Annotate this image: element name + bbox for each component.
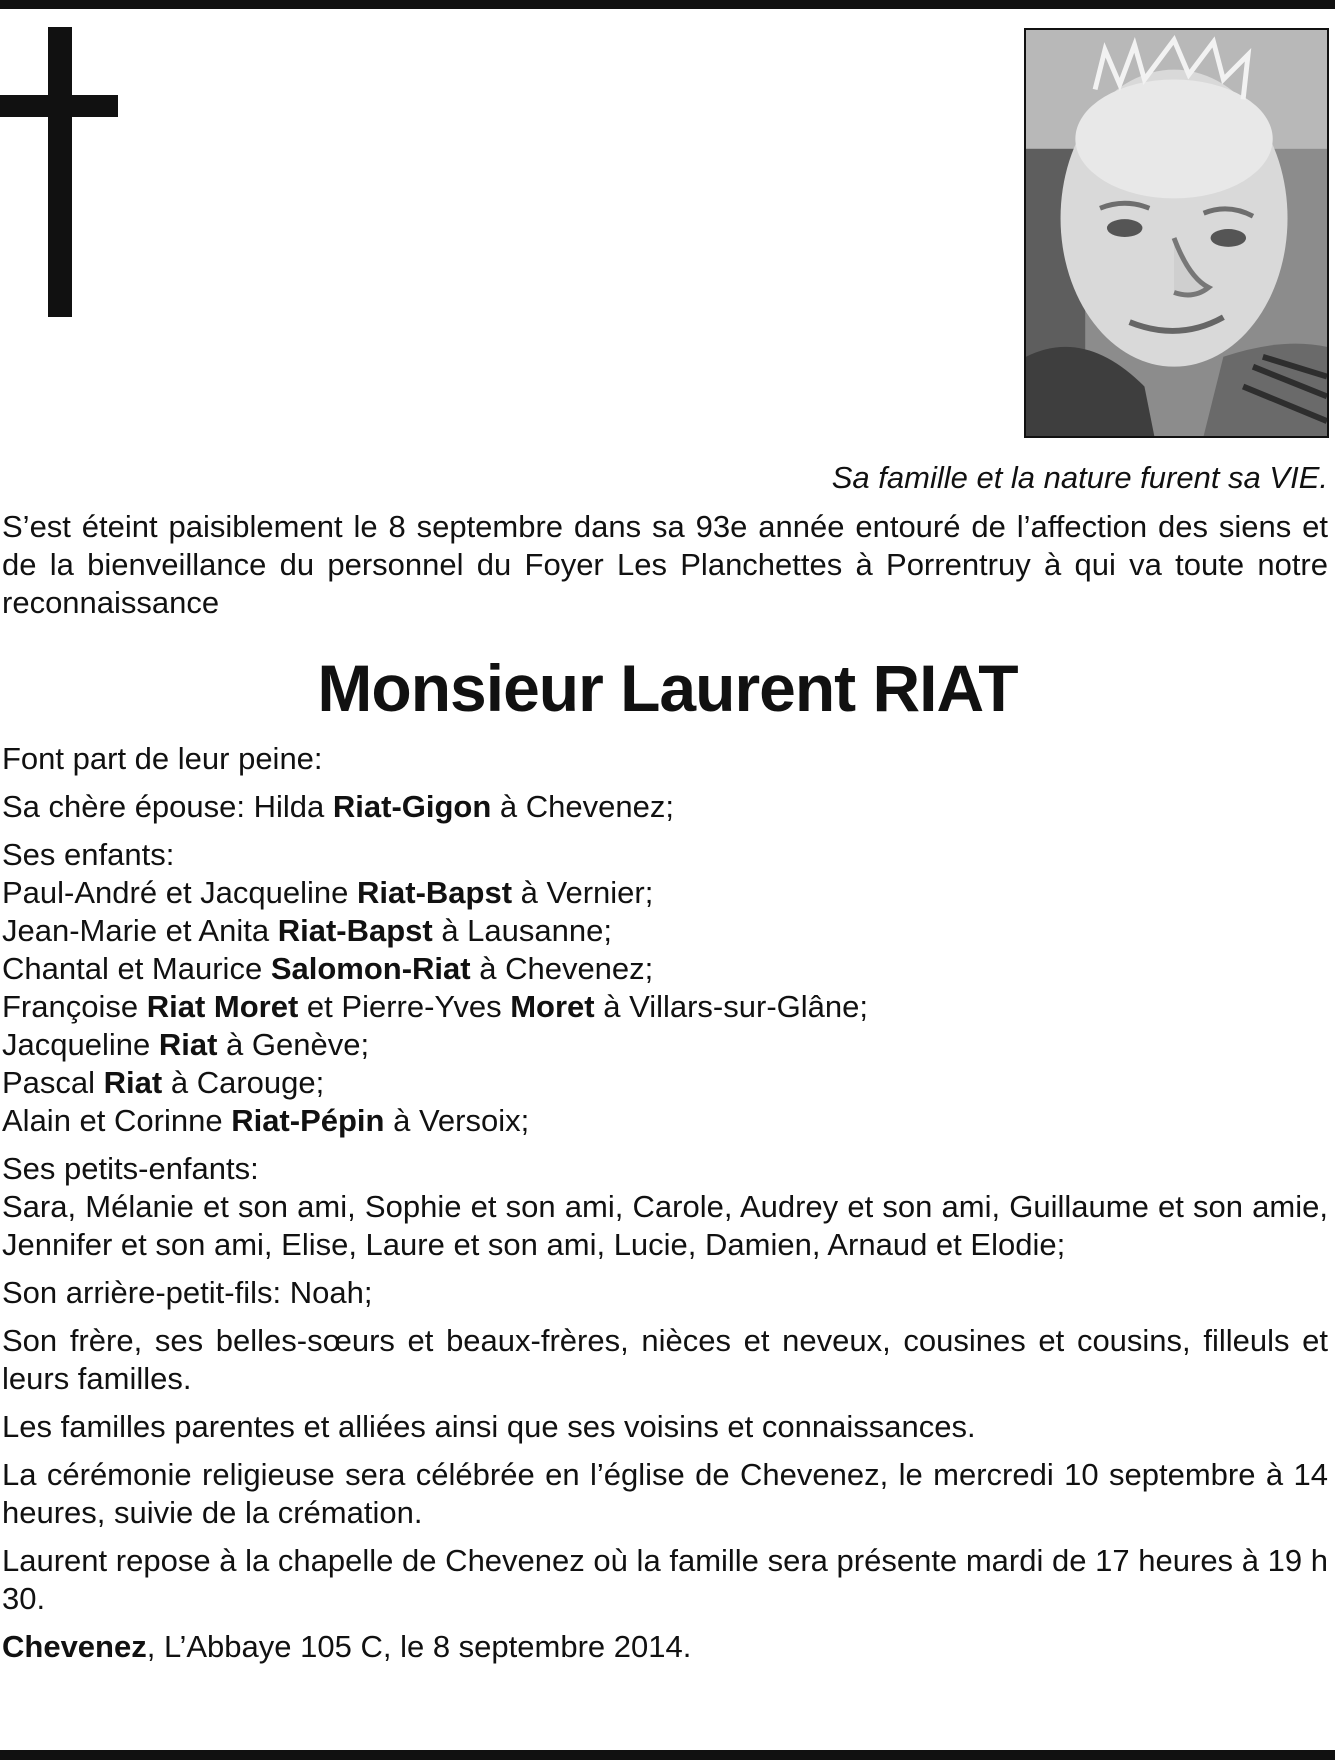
spouse-line [2, 788, 1328, 826]
chapel-paragraph: Laurent repose à la chapelle de Chevenez où la famille sera présente mardi de 17 heures à 19 h 30. [2, 1543, 1328, 1616]
child-partner-surname: Moret [510, 989, 595, 1024]
portrait-photo [1024, 28, 1329, 438]
child-place: à Versoix; [384, 1103, 530, 1138]
child-place: à Vernier; [512, 875, 654, 910]
child-place: à Carouge; [162, 1065, 325, 1100]
family-list [2, 740, 1328, 1666]
child-names: Paul-André et Jacqueline [2, 875, 358, 910]
child-names: Françoise [2, 989, 147, 1024]
child-surname: Salomon-Riat [270, 951, 471, 986]
child-names: Jacqueline [2, 1027, 159, 1062]
child-place: à Chevenez; [470, 951, 654, 986]
grandchildren-list: Sara, Mélanie et son ami, Sophie et son ami, Carole, Audrey et son ami, Guillaume et son amie, Jennifer et son ami, Elise, Laure et son ami, Lucie, Damien, Arnaud et Elodie; [2, 1189, 1328, 1262]
spouse-surname: Riat-Gigon [332, 789, 492, 824]
grandchildren-section [2, 1150, 1328, 1264]
cross-vertical-bar [48, 27, 72, 317]
child-names: Pascal [2, 1065, 104, 1100]
cross-horizontal-bar [0, 95, 118, 117]
child-surname: Riat-Bapst [357, 875, 513, 910]
child-line [2, 1103, 529, 1138]
relatives-paragraph: Son frère, ses belles-sœurs et beaux-frères, nièces et neveux, cousines et cousins, filleuls et leurs familles. [2, 1323, 1328, 1396]
child-surname: Riat [158, 1027, 218, 1062]
grandchildren-heading: Ses petits-enfants: [2, 1151, 259, 1186]
child-names: Chantal et Maurice [2, 951, 271, 986]
children-section [2, 836, 1328, 1140]
deceased-name: Monsieur Laurent RIAT [317, 651, 1018, 725]
child-surname: Riat-Bapst [277, 913, 433, 948]
bottom-rule [0, 1750, 1335, 1760]
portrait-illustration [1026, 30, 1327, 436]
child-surname: Riat Moret [146, 989, 299, 1024]
allied-families-paragraph: Les familles parentes et alliées ainsi que ses voisins et connaissances. [2, 1409, 976, 1444]
motto: Sa famille et la nature furent sa VIE. [831, 460, 1328, 495]
child-line [2, 989, 868, 1024]
spouse-prefix: Sa chère épouse: Hilda [2, 789, 333, 824]
top-rule [0, 0, 1335, 9]
ceremony-paragraph: La cérémonie religieuse sera célébrée en l’église de Chevenez, le mercredi 10 septembre à 14 heures, suivie de la crémation. [2, 1457, 1328, 1530]
child-line [2, 875, 653, 910]
place-name: Chevenez [2, 1629, 147, 1664]
place-address-date: , L’Abbaye 105 C, le 8 septembre 2014. [146, 1629, 692, 1664]
child-line [2, 1027, 369, 1062]
place-date-line [2, 1628, 1328, 1666]
child-names: Alain et Corinne [2, 1103, 232, 1138]
child-surname: Riat [103, 1065, 163, 1100]
child-line [2, 951, 653, 986]
font-part-line: Font part de leur peine: [2, 741, 323, 776]
spouse-suffix: à Chevenez; [491, 789, 674, 824]
child-line [2, 1065, 324, 1100]
child-place: à Villars-sur-Glâne; [594, 989, 868, 1024]
child-place: à Genève; [217, 1027, 370, 1062]
child-surname: Riat-Pépin [231, 1103, 385, 1138]
child-names: Jean-Marie et Anita [2, 913, 278, 948]
child-line [2, 913, 612, 948]
child-place: à Lausanne; [432, 913, 612, 948]
children-heading: Ses enfants: [2, 837, 175, 872]
great-grandson-line: Son arrière-petit-fils: Noah; [2, 1275, 373, 1310]
intro-paragraph: S’est éteint paisiblement le 8 septembre dans sa 93e année entouré de l’affection des siens et de la bienveillance du personnel du Foyer Les Planchettes à Porrentruy à qui va toute notre reconnaissance [2, 509, 1328, 620]
child-partner-names: et Pierre-Yves [298, 989, 511, 1024]
